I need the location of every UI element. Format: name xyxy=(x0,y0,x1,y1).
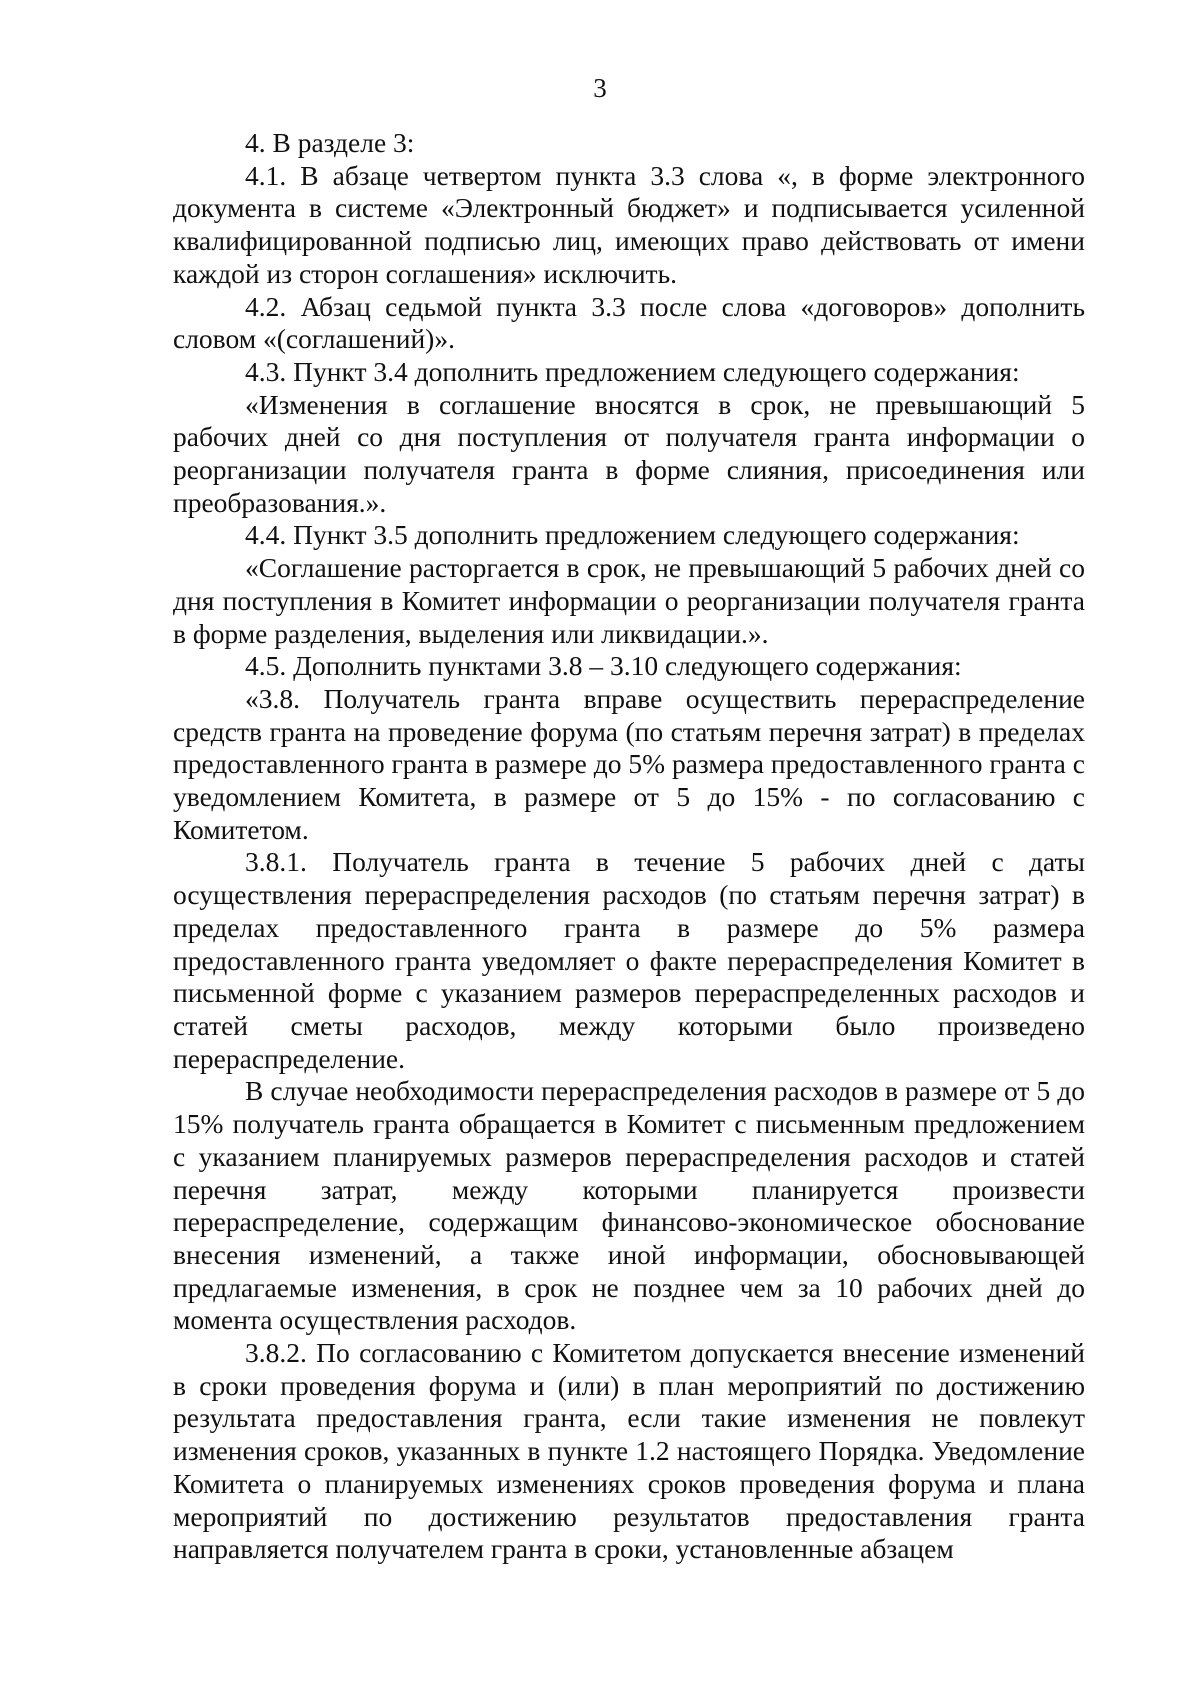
paragraph-3-8-2: 3.8.2. По согласованию с Комитетом допускается внесение изменений в сроки проведения форума и (или) в план мероприятий по достижению результата предоставления гранта, если такие изменения не повлекут изменения сроков, указанных в пункте 1.2 настоящего Порядка. Уведомление Комитета о планируемых изменениях сроков проведения форума и плана мероприятий по достижению результатов предоставления гранта направляется получателем гранта в сроки, установленные абзацем xyxy=(173,1337,1085,1565)
paragraph-4-5: 4.5. Дополнить пунктами 3.8 – 3.10 следующего содержания: xyxy=(245,650,962,682)
paragraph-4-3-quote: «Изменения в соглашение вносятся в срок, не превышающий 5 рабочих дней со дня поступления от получателя гранта информации о реорганизации получателя гранта в форме слияния, присоединения или преобразования.». xyxy=(173,388,1085,518)
paragraph-4-1: 4.1. В абзаце четвертом пункта 3.3 слова «, в форме электронного документа в системе «Электронный бюджет» и подписывается усиленной квалифицированной подписью лиц, имеющих право действовать от имени каждой из сторон соглашения» исключить. xyxy=(173,159,1085,289)
document-body xyxy=(173,127,1085,1566)
paragraph-3-8-1-continued: В случае необходимости перераспределения расходов в размере от 5 до 15% получатель гранта обращается в Комитет с письменным предложением с указанием планируемых размеров перераспределения расходов и статей перечня затрат, между которыми планируется произвести перераспределение, содержащим финансово-экономическое обоснование внесения изменений, а также иной информации, обосновывающей предлагаемые изменения, в срок не позднее чем за 10 рабочих дней до момента осуществления расходов. xyxy=(173,1075,1085,1336)
paragraph-section-4-heading: 4. В разделе 3: xyxy=(245,127,415,158)
paragraph-3-8-1: 3.8.1. Получатель гранта в течение 5 рабочих дней с даты осуществления перераспределения расходов (по статьям перечня затрат) в пределах предоставленного гранта в размере до 5% размера предоставленного гранта уведомляет о факте перераспределения Комитет в письменной форме с указанием размеров перераспределенных расходов и статей сметы расходов, между которыми было произведено перераспределение. xyxy=(173,846,1085,1074)
paragraph-3-8: «3.8. Получатель гранта вправе осуществить перераспределение средств гранта на проведение форума (по статьям перечня затрат) в пределах предоставленного гранта в размере до 5% размера предоставленного гранта с уведомлением Комитета, в размере от 5 до 15% - по согласованию с Комитетом. xyxy=(173,682,1085,845)
paragraph-4-4-quote: «Соглашение расторгается в срок, не превышающий 5 рабочих дней со дня поступления в Комитет информации о реорганизации получателя гранта в форме разделения, выделения или ликвидации.». xyxy=(173,552,1085,649)
paragraph-4-3: 4.3. Пункт 3.4 дополнить предложением следующего содержания: xyxy=(245,355,1020,387)
paragraph-4-2: 4.2. Абзац седьмой пункта 3.3 после слова «договоров» дополнить словом «(соглашений)». xyxy=(173,290,1085,355)
page-number: 3 xyxy=(593,73,607,103)
paragraph-4-4: 4.4. Пункт 3.5 дополнить предложением следующего содержания: xyxy=(245,519,1020,551)
